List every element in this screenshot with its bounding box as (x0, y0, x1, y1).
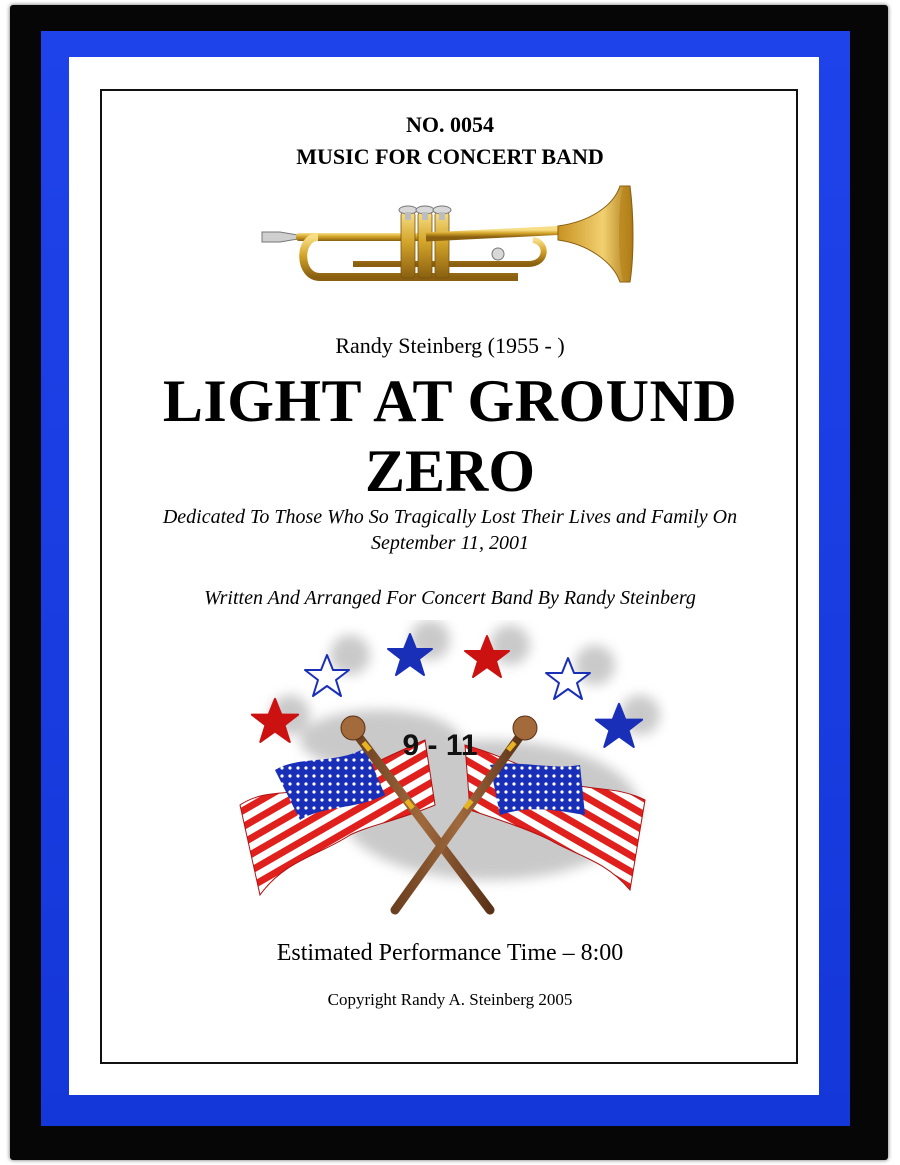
arranger-credit: Written And Arranged For Concert Band By Randy Steinberg (204, 587, 696, 609)
dedication-line-2: September 11, 2001 (371, 532, 529, 554)
copyright-notice: Copyright Randy A. Steinberg 2005 (327, 990, 573, 1009)
trumpet-icon (258, 182, 643, 292)
composer-credit: Randy Steinberg (1955 - ) (335, 333, 565, 358)
piece-title-line-2: ZERO (364, 438, 536, 504)
performance-time: Estimated Performance Time – 8:00 (276, 940, 624, 966)
series-title: MUSIC FOR CONCERT BAND (296, 144, 604, 169)
piece-title-line-1: LIGHT AT GROUND (162, 368, 738, 434)
catalog-number: NO. 0054 (406, 112, 494, 137)
crossed-flags-illustration (230, 620, 670, 925)
emblem-label: 9 - 11 (402, 729, 478, 762)
dedication-line-1: Dedicated To Those Who So Tragically Lost Their Lives and Family On (162, 506, 738, 528)
